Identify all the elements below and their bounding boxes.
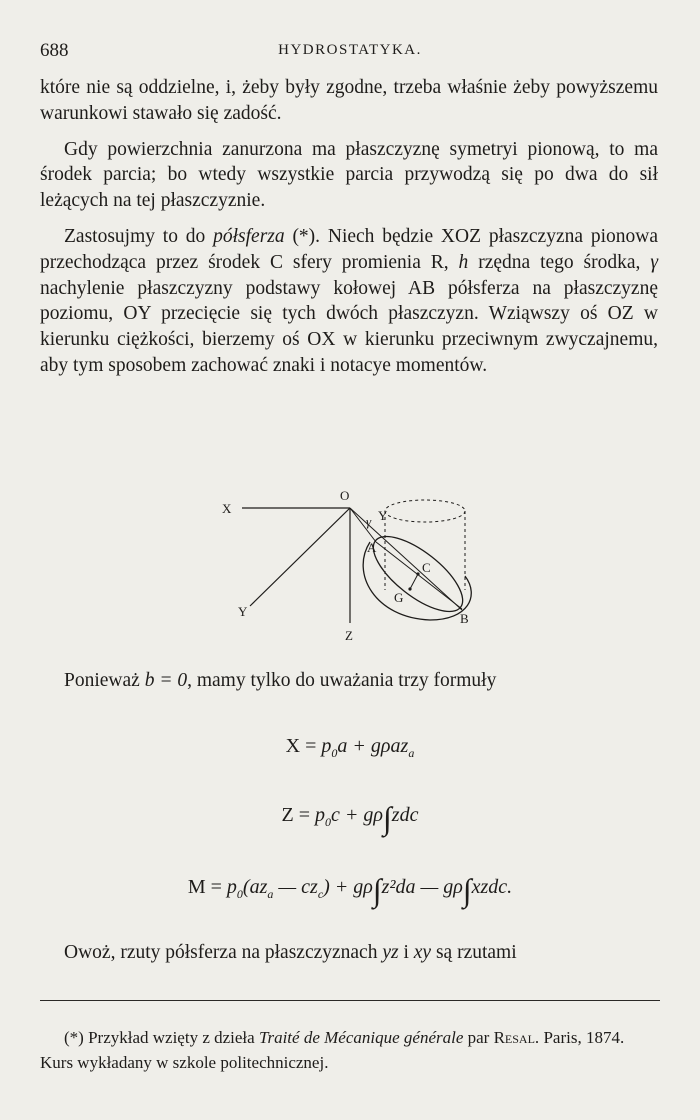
eq1-z: z (400, 735, 409, 757)
eq2-integral: ∫ (383, 800, 392, 836)
eq2-term3: zdc (391, 804, 419, 826)
center-c-dot (416, 572, 419, 575)
oa-line (350, 508, 376, 542)
p5-part2: i (398, 942, 414, 963)
eq1-z-sub: a (408, 746, 415, 760)
paragraph-5 (40, 940, 658, 966)
fn-part1: (*) Przykład wzięty z dzieła (64, 1028, 259, 1047)
eq3-p: p (226, 876, 237, 898)
p3-gamma: γ (650, 251, 658, 273)
label-y-lower: Y (238, 604, 248, 619)
fn-author: Resal. (493, 1028, 540, 1047)
cg-segment (410, 574, 418, 589)
eq3-term5: z²da — gρ (381, 876, 463, 898)
label-gamma: γ (366, 514, 372, 529)
hemisphere-diagram (200, 478, 500, 658)
cylinder-top-ellipse (385, 500, 465, 522)
running-head: HYDROSTATYKA. (278, 42, 422, 58)
eq3-term3-sub: c (317, 887, 324, 901)
label-o: O (340, 488, 350, 503)
fn-title: Traité de Mécanique générale (258, 1028, 464, 1047)
footnote-rule (40, 1000, 660, 1001)
paragraph-1: które nie są oddzielne, i, żeby były zgodne, trzeba właśnie żeby powyższemu warunkowi stawało się zadość. (40, 77, 658, 124)
eq3-lhs: M = (187, 876, 227, 898)
fn-part3: Paris, 1874. Kurs wykładany w szkole politechnicznej. (40, 1028, 625, 1072)
label-b: B (460, 611, 469, 626)
eq2-p: p (315, 804, 326, 826)
label-y: Y (378, 508, 388, 523)
label-g: G (394, 590, 404, 605)
y-axis-line (250, 508, 350, 606)
eq3-term3: — cz (273, 876, 318, 898)
paragraph-3 (40, 224, 658, 379)
eq3-integral-1: ∫ (372, 872, 382, 908)
eq3-p-sub: 0 (236, 887, 243, 901)
p4-part1: Ponieważ (64, 670, 145, 691)
eq2-lhs: Z = (281, 804, 316, 826)
eq3-term4: ) + gρ (323, 876, 373, 898)
p3-part3: rzędna tego środka, (468, 251, 651, 273)
equation-x (0, 735, 700, 761)
eq2-term2: c + gρ (331, 804, 384, 826)
body-text-top (40, 75, 658, 379)
label-c: C (422, 560, 431, 575)
p5-yz: yz (382, 942, 399, 963)
eq1-term2: a + gρa (337, 735, 401, 757)
eq1-lhs: X = (285, 735, 322, 757)
p5-xy: xy (413, 942, 432, 963)
eq1-p: p (321, 735, 332, 757)
eq2-p-sub: 0 (325, 815, 332, 829)
paragraph-4 (40, 668, 658, 694)
label-x: X (222, 501, 232, 516)
p4-part2: , mamy tylko do uważania trzy formuły (187, 670, 497, 691)
p5-part1: Owoż, rzuty półsferza na płaszczyznach (64, 942, 383, 963)
p3-part4: nachylenie płaszczyzny podstawy kołowej AB półsferza na płaszczyznę poziomu, OY przecięcie się tych dwóch płaszczyzn. Wziąwszy oś OZ w kierunku ciężkości, bierzemy oś OX w kierunku przeciwnym zwyczajnemu, aby tym sposobem zachować znaki i notacye momentów. (40, 277, 658, 376)
p3-part2: (*). Niech będzie XOZ płaszczyzna pionowa przechodząca przez środek C sfery promienia R, (40, 225, 658, 273)
g-dot (408, 587, 411, 590)
equation-m (0, 872, 700, 909)
eq1-p-sub: 0 (331, 746, 338, 760)
p3-h: h (458, 251, 469, 273)
eq3-term6: xzdc. (471, 876, 513, 898)
p5-part3: są rzutami (431, 942, 517, 963)
eq3-term2-sub: a (267, 887, 274, 901)
page-number: 688 (40, 40, 69, 61)
label-a: A (367, 540, 377, 555)
p3-part1: Zastosujmy to do (64, 225, 214, 247)
page-header (40, 40, 660, 64)
eq3-integral-2: ∫ (462, 872, 472, 908)
equation-z (0, 800, 700, 837)
p4-b-eq: b = 0 (144, 670, 188, 691)
fn-part2: par (463, 1028, 494, 1047)
hemisphere-figure (200, 478, 500, 658)
footnote (40, 1025, 658, 1075)
ab-diameter (376, 542, 462, 609)
paragraph-2: Gdy powierzchnia zanurzona ma płaszczyznę symetryi pionową, to ma środek parcia; bo wtedy wszystkie parcia przywodzą się po dwa do sił leżących na tej płaszczyznie. (40, 138, 658, 212)
p3-italic-word: półsferza (213, 225, 285, 247)
eq3-term2: (az (242, 876, 268, 898)
label-z: Z (345, 628, 353, 643)
